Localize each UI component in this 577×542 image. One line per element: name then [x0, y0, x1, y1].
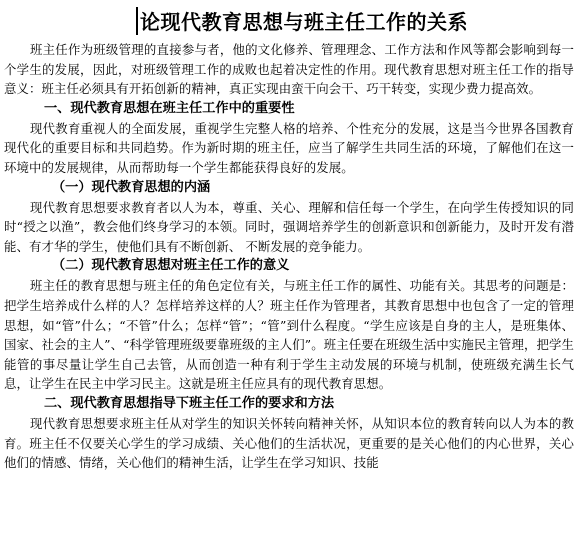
section-heading-1: 一、现代教育思想在班主任工作中的重要性 [44, 100, 295, 116]
subsection-heading-1: （一）现代教育思想的内涵 [52, 179, 211, 195]
subsection-2-paragraph: 班主任的教育思想与班主任的角色定位有关，与班主任工作的属性、功能有关。其思考的问题是：把学生培养成什么样的人？怎样培养这样的人？班主任作为管理者，其教育思想中也包含了一定的管理思想，如“管”什么；“不管”什么；怎样“管”；“管”到什么程度。“学生应该是自身的主人，是班集体、国家、社会的主人”、“科学管理班级要靠班级的主人们”。班主任要在班级生活中实施民主管理，把学生能管的事尽量让学生自己去管，从而创造一种有利于学生主动发展的环境与机制，使班级充满生长气息，让学生在民主中学习民主。这就是班主任应具有的现代教育思想。 [4, 278, 574, 392]
subsection-heading-2: （二）现代教育思想对班主任工作的意义 [52, 258, 290, 274]
section-heading-2: 二、现代教育思想指导下班主任工作的要求和方法 [44, 395, 335, 411]
document-body [4, 40, 574, 473]
text-cursor [136, 7, 138, 35]
document-title: 论现代教育思想与班主任工作的关系 [140, 10, 468, 34]
section-2-paragraph: 现代教育思想要求班主任从对学生的知识关怀转向精神关怀，从知识本位的教育转向以人为本的教育。班主任不仅要关心学生的学习成绩、关心他们的生活状况，更重要的是关心他们的内心世界，关心他们的情感、情绪，关心他们的精神生活，让学生在学习知识、技能 [4, 415, 574, 471]
intro-paragraph: 班主任作为班级管理的直接参与者，他的文化修养、管理理念、工作方法和作风等都会影响到每一个学生的发展，因此，对班级管理工作的成败也起着决定性的作用。现代教育思想对班主任工作的指导意义：班主任必须具有开拓创新的精神，真正实现由蛮干向会干、巧干转变，实现少费力提高效。 [4, 42, 574, 97]
section-1-paragraph: 现代教育重视人的全面发展，重视学生完整人格的培养、个性充分的发展，这是当今世界各国教育现代化的重要目标和共同趋势。作为新时期的班主任，应当了解学生共同生活的环境，了解他们在这一环境中的发展规律，从而帮助每一个学生都能获得良好的发展。 [4, 120, 574, 175]
subsection-1-paragraph: 现代教育思想要求教育者以人为本，尊重、关心、理解和信任每一个学生，在向学生传授知识的同时“授之以渔”，教会他们终身学习的本领。同时，强调培养学生的创新意识和创新能力，及时开发有潜能、有才华的学生，使他们具有不断创新、 不断发展的竞争能力。 [4, 199, 574, 254]
